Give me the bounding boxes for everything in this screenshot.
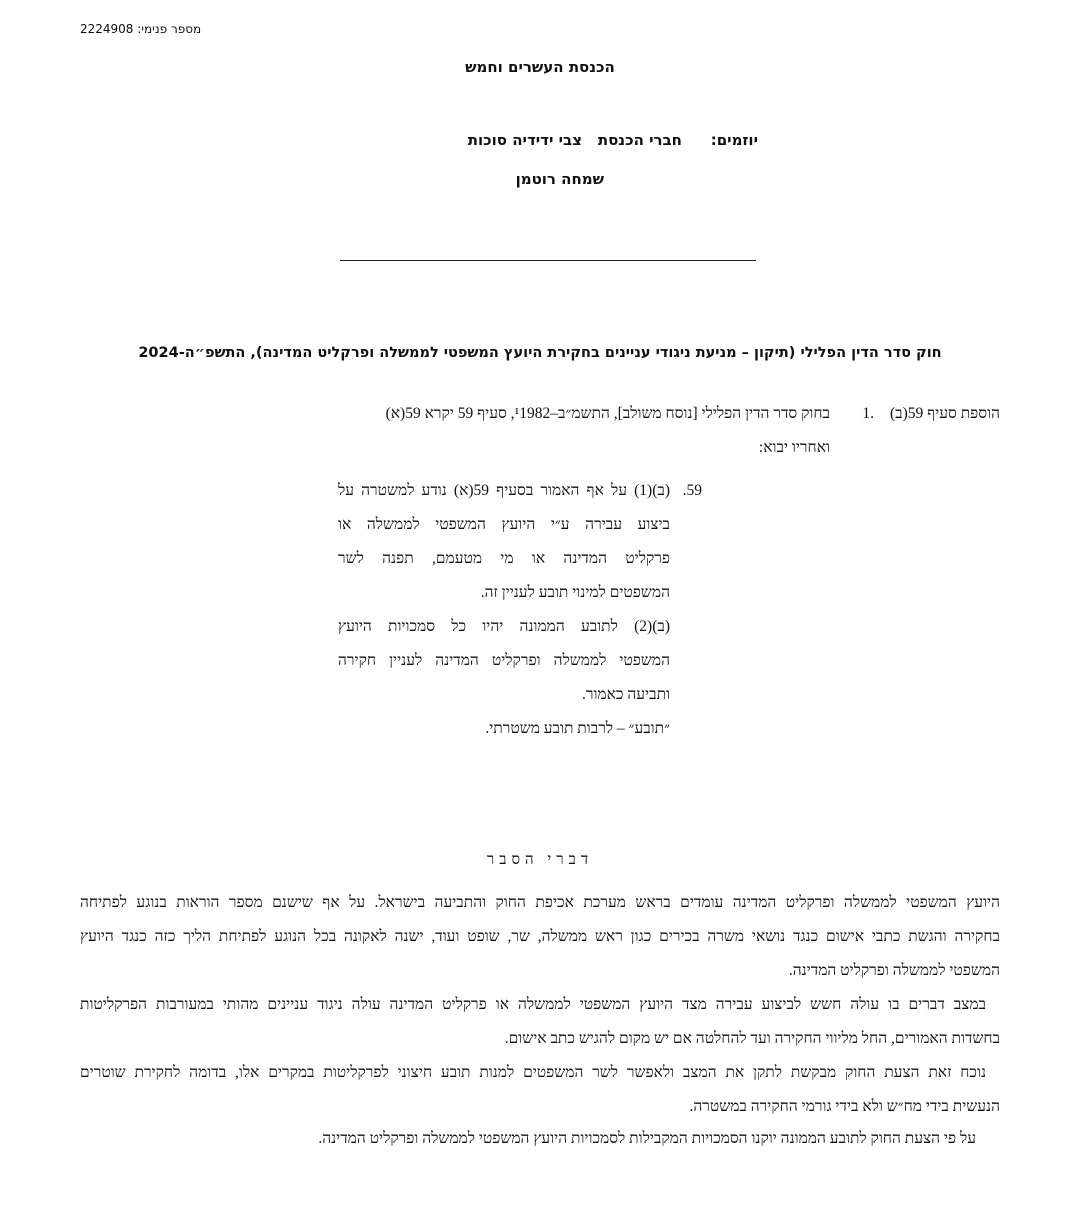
explanation-text-line: המשפטי לממשלה ופרקליט המדינה. [788,962,1000,979]
explanation-text-line: הנעשית בידי מח״ש ולא בידי גורמי החקירה במשטרה. [689,1098,1000,1115]
section-margin-note: הוספת סעיף 59(ב) [889,405,1000,422]
explanation-text-line: היועץ המשפטי לממשלה ופרקליט המדינה עומדים בראש מערכת אכיפת החוק והתביעה בישראל. על אף שישנם מספר הוראות בנוגע לפתיחה [80,894,1000,911]
section-text-line: בחוק סדר הדין הפלילי [נוסח משולב], התשמ״ב–¹1982, סעיף 59 יקרא 59(א) [385,405,830,422]
explanation-text-line: בחקירה והגשת כתבי אישום כנגד נושאי משרה בכירים כגון ראש ממשלה, שר, שופט ועוד, ישנה לאקונה בכל הנוגע לפתיחת הליך כזה כנגד היועץ [80,928,1000,945]
internal-number: מספר פנימי: 2224908 [80,22,202,36]
section-number: .1 [862,405,874,422]
initiators-label: יוזמים: [710,131,758,149]
subsection-text-line: ביצוע עבירה ע״י היועץ המשפטי לממשלה או [338,516,670,533]
separator-line [340,260,756,261]
subsection-text-line: (ב)(1) על אף האמור בסעיף 59(א) נודע למשטרה על [338,482,671,499]
explanation-text-line: בחשדות האמורים, החל מליווי החקירה ועד להחלטה אם יש מקום להגיש כתב אישום. [504,1030,1000,1047]
section-text-line: ואחריו יבוא: [758,439,830,456]
subsection-number: 59. [682,482,702,499]
subsection-text-line: המשפטים למינוי תובע לעניין זה. [480,584,670,601]
explanation-text-line: נוכח זאת הצעת החוק מבקשת לתקן את המצב ולאפשר לשר המשפטים למנות תובע חיצוני לפרקליטות במקרים אלו, בדומה לחקירת שוטרים [80,1064,986,1081]
initiator-name: שמחה רוטמן [515,170,604,188]
explanation-heading: דברי הסבר [486,852,594,868]
knesset-members-label: חברי הכנסת [597,131,682,149]
subsection-text-line: ותביעה כאמור. [581,686,670,703]
explanation-text-line: במצב דברים בו עולה חשש לביצוע עבירה מצד היועץ המשפטי לממשלה או פרקליט המדינה עולה ניגוד עניינים מהותי במעורבות הפרקליטות [80,996,986,1013]
bill-title: חוק סדר הדין הפלילי (תיקון – מניעת ניגודי עניינים בחקירת היועץ המשפטי לממשלה ופרקליט המדינה), התשפ״ה-2024 [138,345,942,361]
subsection-text-line: המשפטי לממשלה ופרקליט המדינה לעניין חקירה [338,652,670,669]
definition-line: ״תובע״ – לרבות תובע משטרתי. [485,720,670,737]
knesset-title: הכנסת העשרים וחמש [465,58,615,76]
subsection-text-line: (ב)(2) לתובע הממונה יהיו כל סמכויות היועץ [338,618,670,635]
explanation-text-line: על פי הצעת החוק לתובע הממונה יוקנו הסמכויות המקבילות לסמכויות היועץ המשפטי לממשלה ופרקליט המדינה. [318,1130,976,1147]
initiator-name: צבי ידידיה סוכות [467,131,582,149]
subsection-text-line: פרקליט המדינה או מי מטעמם, תפנה לשר [338,550,670,567]
